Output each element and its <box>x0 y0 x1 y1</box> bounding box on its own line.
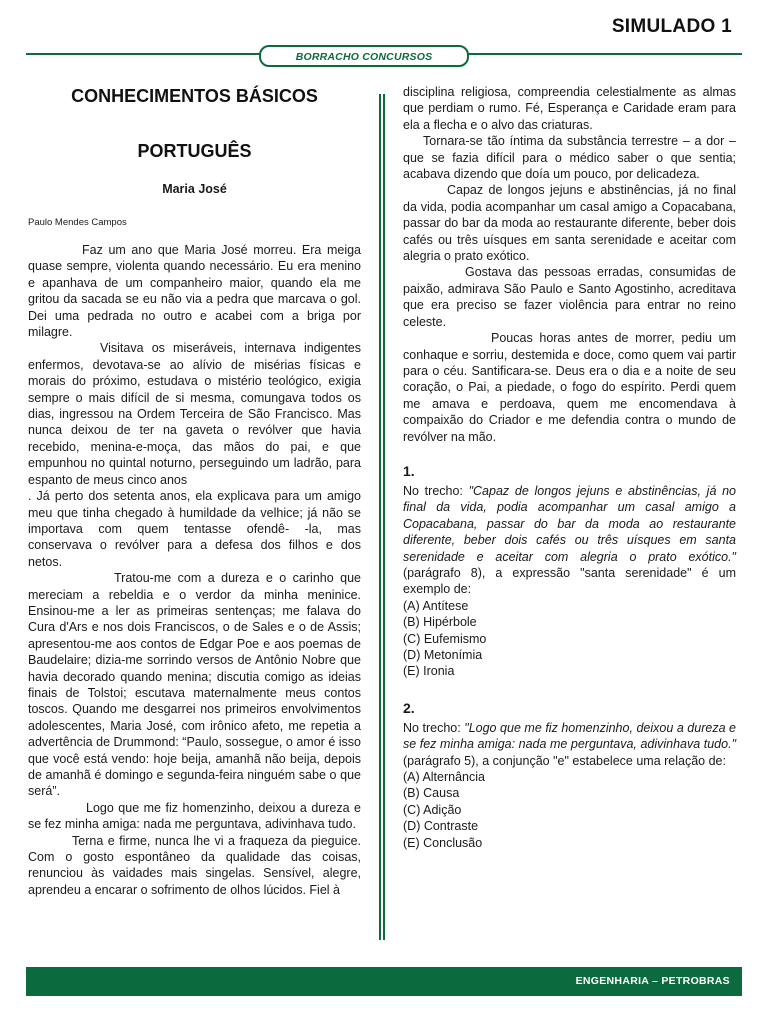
answer-option[interactable]: (E) Ironia <box>403 664 455 679</box>
answer-option[interactable]: (D) Metonímia <box>403 648 483 662</box>
paragraph: . Já perto dos setenta anos, ela explicava para um amigo meu que tinha chegado à humildade da velhice; já não se importava com quem tentasse ofendê- -la, mas conservava o revólver para a defesa dos filhos e dos netos. <box>28 489 361 569</box>
stem-quote: "Logo que me fiz homenzinho, deixou a dureza e se fez minha amiga: nada me perguntava, adivinhava tudo." <box>403 720 736 752</box>
answer-option[interactable]: (B) Causa <box>403 786 460 801</box>
author-name: Paulo Mendes Campos <box>28 217 127 228</box>
paragraph: Logo que me fiz homenzinho, deixou a dureza e se fez minha amiga: nada me perguntava, adivinhava tudo. <box>28 800 361 832</box>
text-body-left <box>28 242 361 898</box>
answer-option[interactable]: (A) Alternância <box>403 770 485 785</box>
stem-lead: No trecho: <box>403 483 469 498</box>
question-1 <box>403 463 736 680</box>
question-stem <box>403 720 736 769</box>
answer-option[interactable]: (C) Eufemismo <box>403 631 487 646</box>
answer-option[interactable]: (C) Adição <box>403 802 462 817</box>
answer-option[interactable]: (E) Conclusão <box>403 835 483 850</box>
footer-bar <box>26 967 742 996</box>
left-column <box>28 86 361 898</box>
section-title: CONHECIMENTOS BÁSICOS <box>71 86 318 106</box>
stem-quote: "Capaz de longos jejuns e abstinências, já no final da vida, podia acompanhar um casal amigo a Copacabana, passar do bar da moda ao restaurante diferente, beber dois cafés ou três uísques em santa serenidade e aceitar com alegria o prato exótico." <box>403 483 736 564</box>
paragraph: Visitava os miseráveis, internava indigentes enfermos, devotava-se ao alívio de misérias físicas e morais do próximo, estudava o mistério teológico, exigia sempre o mais difícil de si mesma, comungava todos os dias, ingressou na Ordem Terceira de São Francisco. Mas nunca deixou de ter na gaveta o revólver que havia recebido, menina-e-moça, das mãos do pai, e que empunhou no quintal noturno, perseguindo um ladrão, para espanto de meus cinco anos <box>28 341 361 487</box>
paragraph: Tratou-me com a dureza e o carinho que mereciam a rebeldia e o verdor da minha meninice. Ensinou-me a ler as primeiras sentenças; me falava do Cura d'Ars e nos dois Franciscos, o de Sales e o de Assis; apresentou-me aos contos de Edgar Poe e aos poemas de Baudelaire; dizia-me sorrindo versos de Antônio Nobre que havia decorado quando menina; discutia comigo as ideias finais de Tolstoi; escutava maternalmente meus contos toscos. Quando me desgarrei nos primeiros envolvimentos adolescentes, Maria José, com irônico afeto, me repetia a advertência de Drummond: “Paulo, sossegue, o amor é isso que você está vendo: hoje beija, amanhã não beija, depois de amanhã é domingo e segunda-feira ninguém sabe o que será”. <box>28 571 361 799</box>
stem-tail: (parágrafo 5), a conjunção "e" estabelece uma relação de: <box>403 753 726 768</box>
paragraph: Tornara-se tão íntima da substância terrestre – a dor – que se fazia difícil para o médico saber o que sentia; acabava dizendo que doía um pouco, por delicadeza. <box>403 134 736 182</box>
question-number: 2. <box>403 699 415 716</box>
text-title: Maria José <box>162 182 227 196</box>
paragraph: Terna e firme, nunca lhe vi a fraqueza da pieguice. Com o gosto espontâneo da qualidade das coisas, renunciou às vaidades mais singelas. Sensível, alegre, aprendeu a encarar o sofrimento de olhos lúcidos. Fiel à <box>28 833 361 897</box>
question-stem <box>403 483 736 598</box>
document-title: SIMULADO 1 <box>611 16 732 37</box>
paragraph: Capaz de longos jejuns e abstinências, já no final da vida, podia acompanhar um casal amigo a Copacabana, passar do bar da moda ao restaurante diferente, beber dois cafés ou três uísques em santa serenidade e aceitar com alegria o prato exótico. <box>403 183 736 264</box>
stem-tail: (parágrafo 8), a expressão "santa serenidade" é um exemplo de: <box>403 565 736 597</box>
answer-option[interactable]: (A) Antítese <box>403 598 469 613</box>
brand-badge <box>259 45 469 67</box>
answer-option[interactable]: (D) Contraste <box>403 819 479 834</box>
text-body-right <box>403 84 736 445</box>
paragraph: disciplina religiosa, compreendia celestialmente as almas que perdiam o rumo. Fé, Esperança e Caridade eram para ela a flecha e o alvo das criaturas. <box>403 85 736 132</box>
question-2 <box>403 700 736 851</box>
brand-name: BORRACHO CONCURSOS <box>295 51 433 63</box>
column-divider <box>379 94 385 940</box>
subject-title: PORTUGUÊS <box>137 141 252 161</box>
stem-lead: No trecho: <box>403 720 465 735</box>
question-number: 1. <box>403 462 415 479</box>
footer-label: ENGENHARIA – PETROBRAS <box>575 975 730 987</box>
paragraph: Faz um ano que Maria José morreu. Era meiga quase sempre, violenta quando necessário. Eu era menino e apanhava de um companheiro maior, quando ela me gritou da sacada se eu não via a pedra que marcava o gol. Dei uma pedrada no outro e acabei com a briga por milagre. <box>28 243 361 340</box>
paragraph: Gostava das pessoas erradas, consumidas de paixão, admirava São Paulo e Santo Agostinho, acreditava que era preciso se fazer violência para entrar no reino celeste. <box>403 265 736 329</box>
answer-option[interactable]: (B) Hipérbole <box>403 615 477 630</box>
paragraph: Poucas horas antes de morrer, pediu um conhaque e sorriu, destemida e doce, como quem vai partir para o céu. Santificara-se. Deus era o dia e a noite de seu coração, o Pai, a piedade, o fogo do espírito. Perdi quem me amava e perdoava, quem me encomendava à compaixão do Criador e me defendia contra o mundo de revólver na mão. <box>403 331 736 444</box>
right-column <box>403 84 736 851</box>
